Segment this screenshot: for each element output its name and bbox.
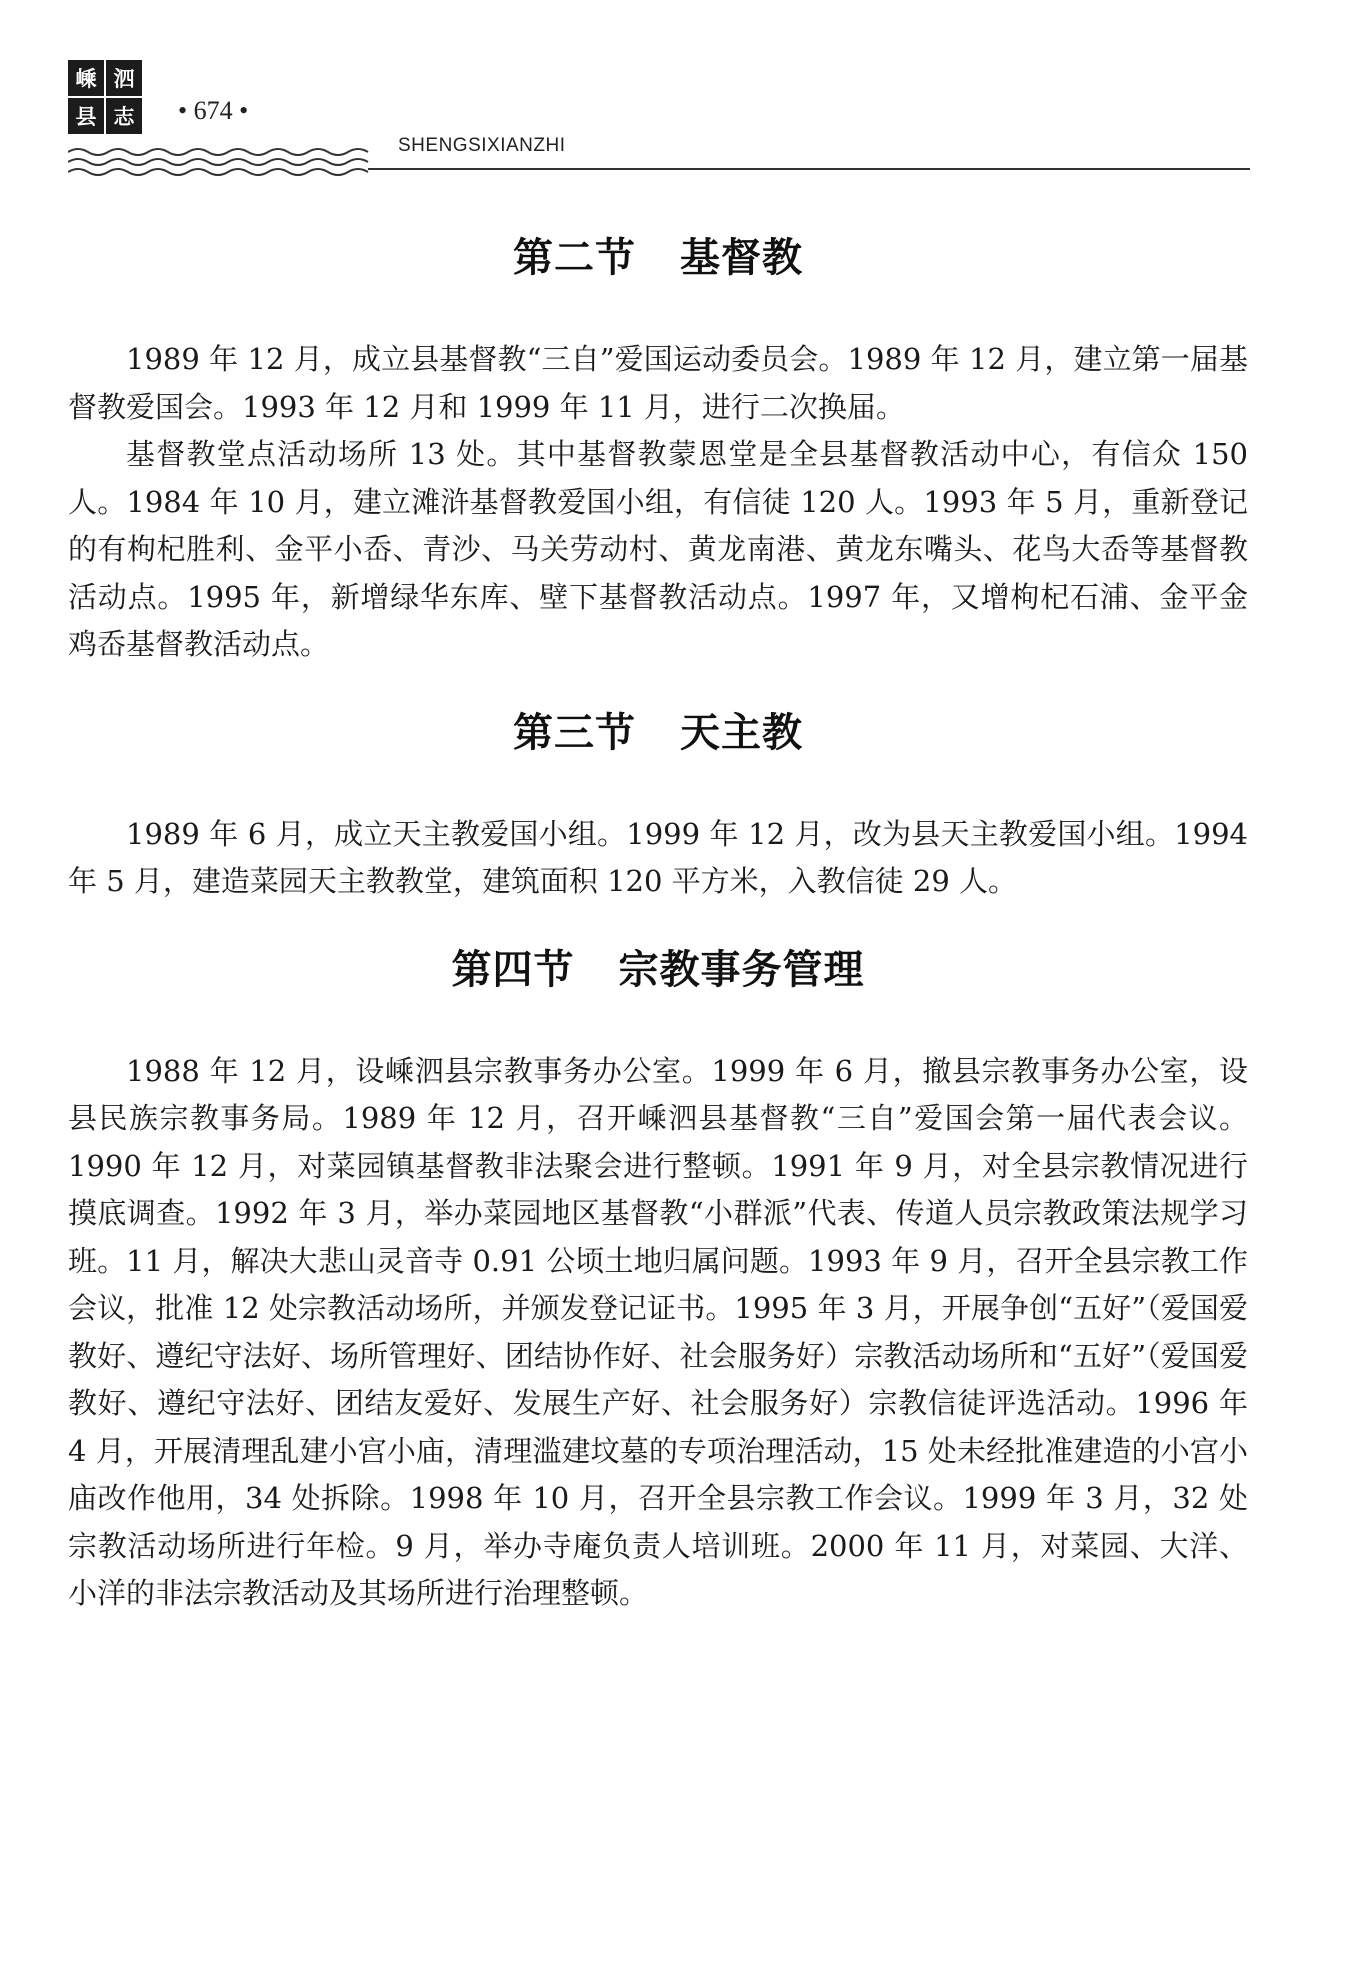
header-rule — [368, 168, 1250, 170]
section-religious-affairs — [68, 942, 1248, 1618]
section-title: 基督教 — [680, 235, 803, 281]
section-number: 第三节 — [513, 709, 636, 756]
paragraph: 1989 年 12 月，成立县基督教“三自”爱国运动委员会。1989 年 12 月，建立第一届基督教爱国会。1993 年 12 月和 1999 年 11 月，进行二次换届。 — [68, 342, 1248, 424]
section-title: 天主教 — [680, 709, 803, 756]
page-header — [68, 60, 1250, 180]
section-title: 宗教事务管理 — [618, 946, 865, 993]
section-heading — [68, 230, 1248, 286]
paragraph: 基督教堂点活动场所 13 处。其中基督教蒙恩堂是全县基督教活动中心，有信众 150 人。1984 年 10 月，建立滩浒基督教爱国小组，有信徒 120 人。1993 年 5 月，重新登记的有枸杞胜利、金平小岙、青沙、马关劳动村、黄龙南港、黄龙东嘴头、花鸟大岙等基督教活动点。1995 年，新增绿华东库、壁下基督教活动点。1997 年，又增枸杞石浦、金平金鸡岙基督教活动点。 — [68, 437, 1248, 661]
page-number: • 674 • — [178, 96, 249, 125]
section-heading — [68, 705, 1248, 761]
section-number: 第四节 — [451, 946, 575, 993]
section-christianity — [68, 230, 1248, 669]
book-title: SHENGSIXIANZHI — [398, 135, 566, 156]
logo-char: 县 — [68, 98, 104, 134]
logo-char: 志 — [106, 98, 142, 134]
logo-char: 泗 — [106, 60, 142, 96]
book-logo — [68, 60, 142, 134]
paragraph: 1988 年 12 月，设嵊泗县宗教事务办公室。1999 年 6 月，撤县宗教事务办公室，设县民族宗教事务局。1989 年 12 月，召开嵊泗县基督教“三自”爱国会第一届代表会议。1990 年 12 月，对菜园镇基督教非法聚会进行整顿。1991 年 9 月，对全县宗教情况进行摸底调查。1992 年 3 月，举办菜园地区基督教“小群派”代表、传道人员宗教政策法规学习班。11 月，解决大悲山灵音寺 0.91 公顷土地归属问题。1993 年 9 月，召开全县宗教工作会议，批准 12 处宗教活动场所，并颁发登记证书。1995 年 3 月，开展争创“五好”（爱国爱教好、遵纪守法好、场所管理好、团结协作好、社会服务好）宗教活动场所和“五好”（爱国爱教好、遵纪守法好、团结友爱好、发展生产好、社会服务好）宗教信徒评选活动。1996 年 4 月，开展清理乱建小宫小庙，清理滥建坟墓的专项治理活动，15 处未经批准建造的小宫小庙改作他用，34 处拆除。1998 年 10 月，召开全县宗教工作会议。1999 年 3 月，32 处宗教活动场所进行年检。9 月，举办寺庵负责人培训班。2000 年 11 月，对菜园、大洋、小洋的非法宗教活动及其场所进行治理整顿。 — [68, 1053, 1248, 1610]
section-number: 第二节 — [513, 235, 636, 281]
logo-char: 嵊 — [68, 60, 104, 96]
section-heading — [68, 942, 1248, 998]
page-content — [68, 230, 1248, 1618]
wave-ornament-icon — [68, 140, 378, 180]
paragraph: 1989 年 6 月，成立天主教爱国小组。1999 年 12 月，改为县天主教爱国小组。1994 年 5 月，建造菜园天主教教堂，建筑面积 120 平方米，入教信徒 29 人。 — [68, 816, 1248, 898]
section-catholicism — [68, 705, 1248, 906]
